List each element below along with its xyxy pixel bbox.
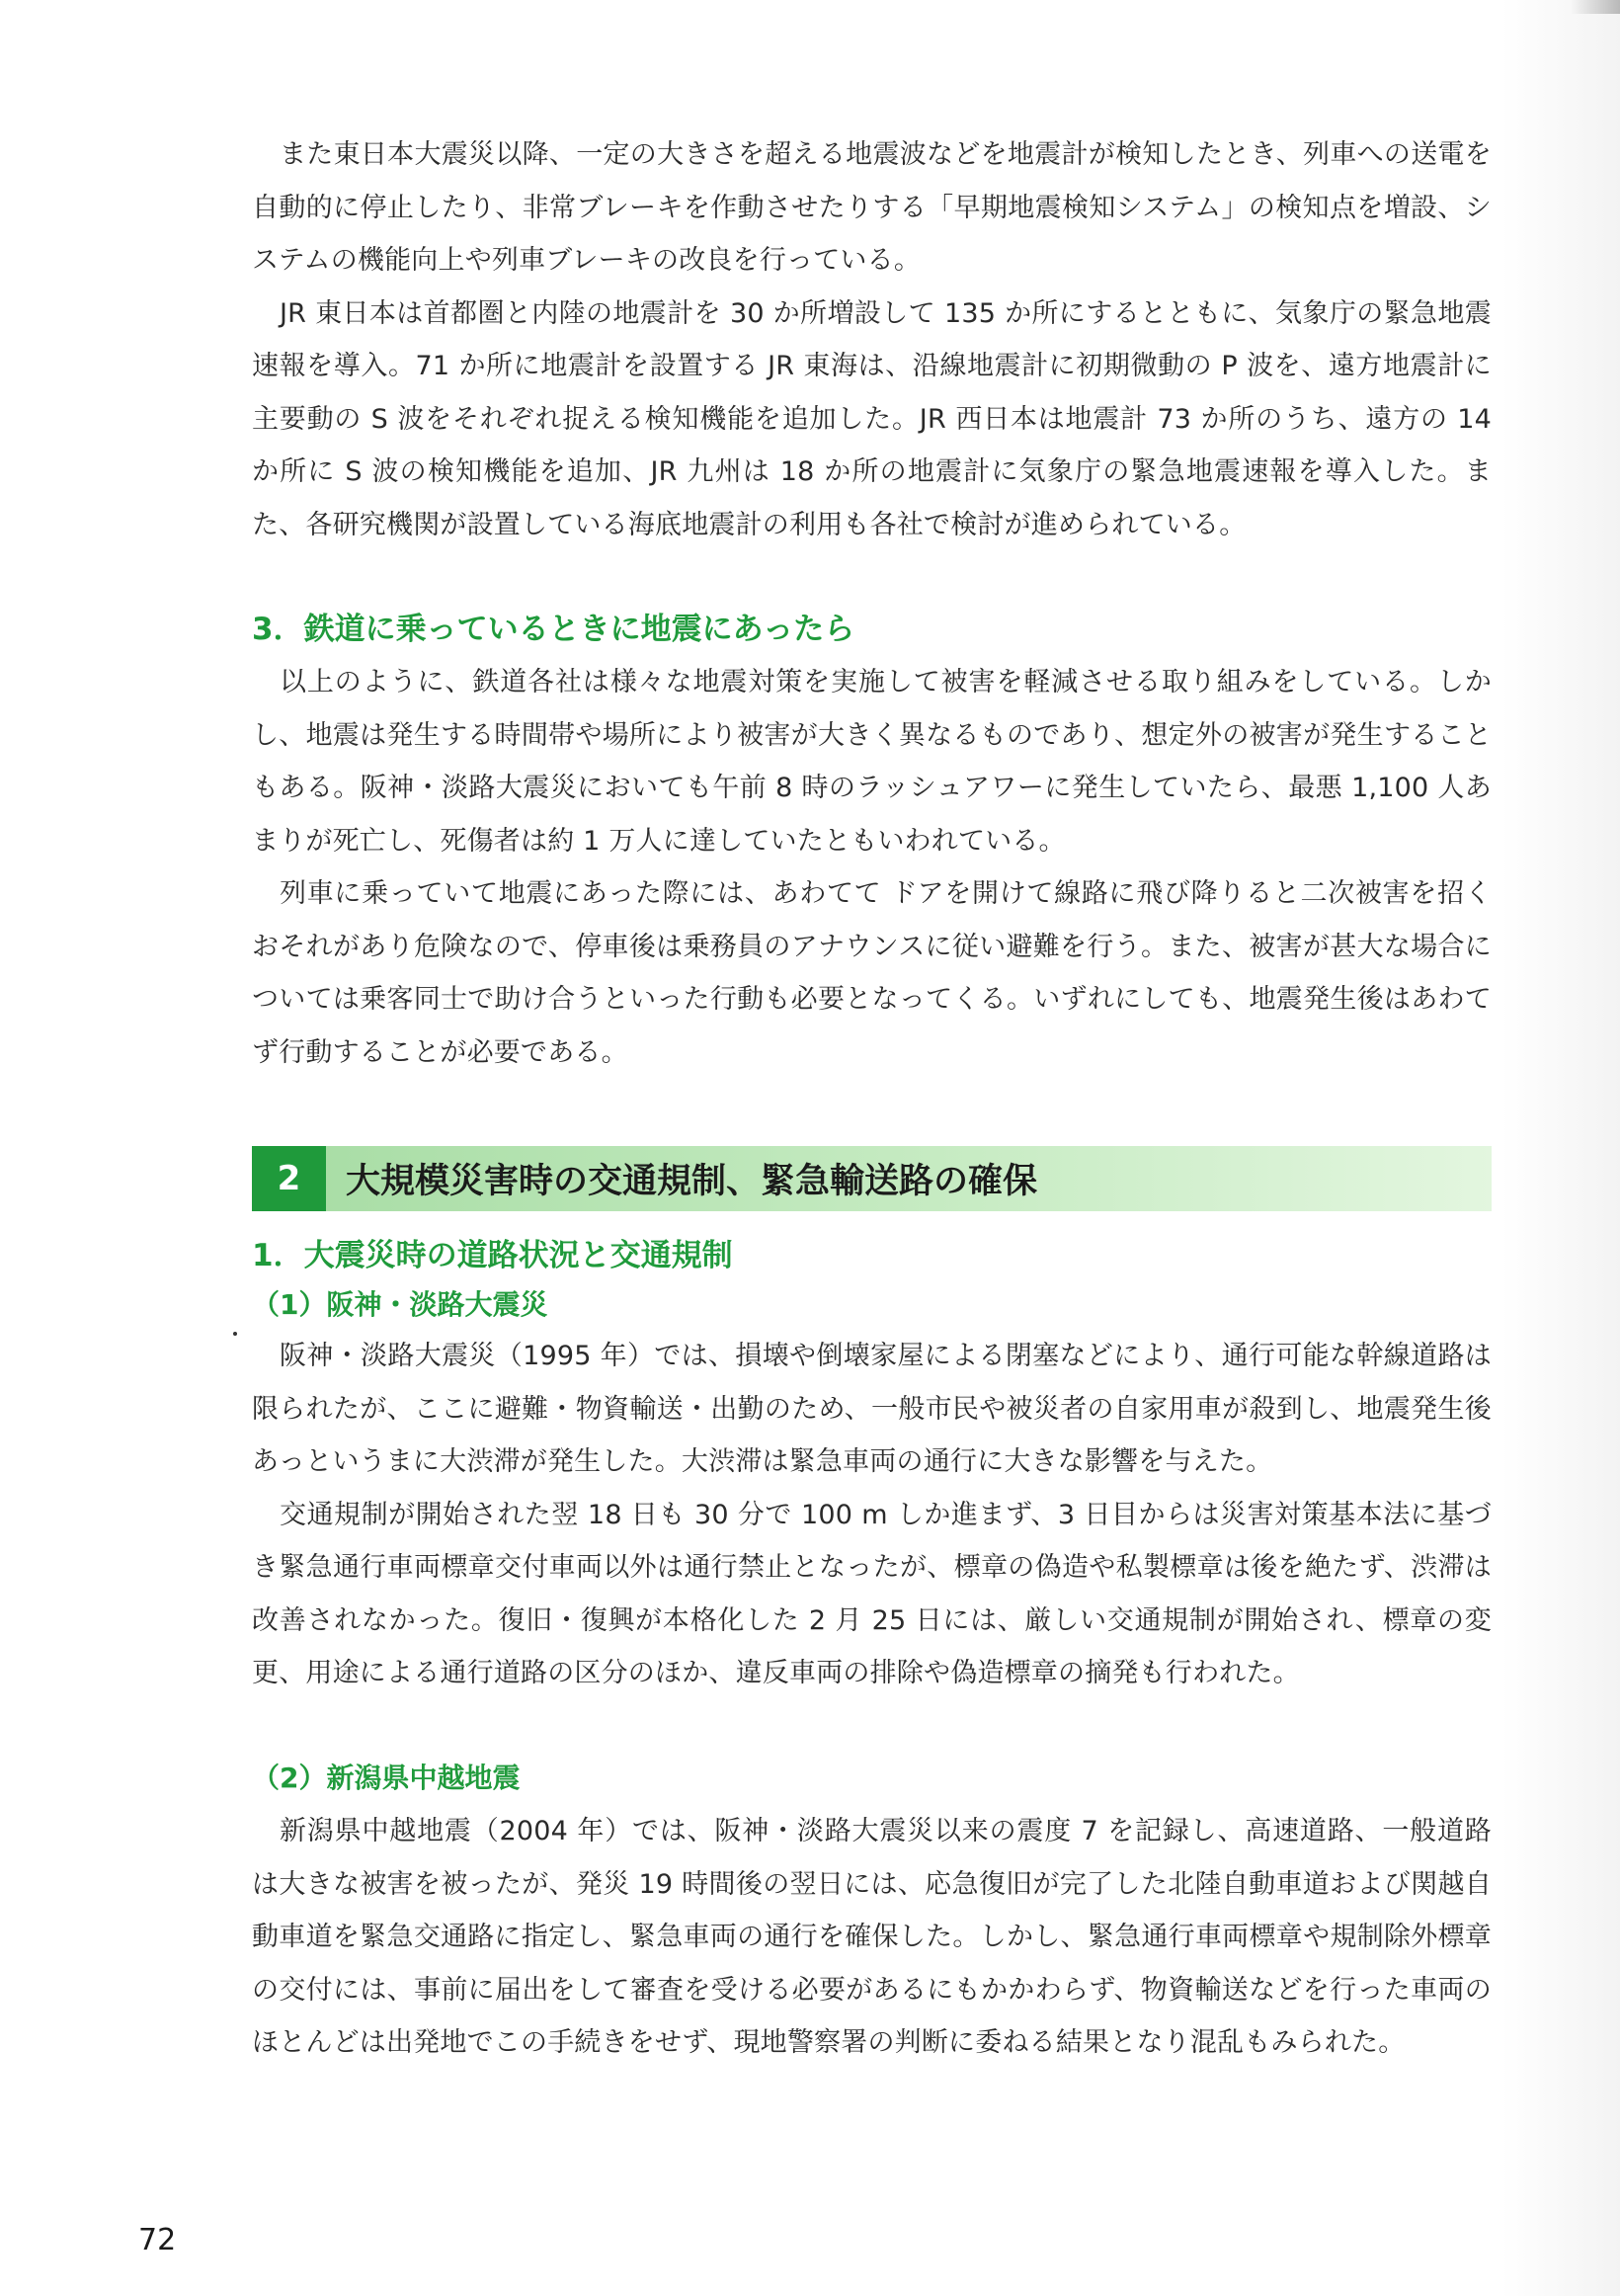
paragraph-jr-companies: JR 東日本は首都圏と内陸の地震計を 30 か所増設して 135 か所にするとともに、気象庁の緊急地震速報を導入。71 か所に地震計を設置する JR 東海は、沿線地震計に初期微動の P 波を、遠方地震計に主要動の S 波をそれぞれ捉える検知機能を追加した。JR 西日本は地震計 73 か所のうち、遠方の 14 か所に S 波の検知機能を追加、JR 九州は 18 か所の地震計に気象庁の緊急地震速報を導入した。また、各研究機関が設置している海底地震計の利用も各社で検討が進められている。 <box>252 297 1492 540</box>
section-3 <box>252 605 1492 1079</box>
chapter-2-band <box>252 1146 1492 1211</box>
niigata-block <box>252 1754 1492 2070</box>
chapter-title: 大規模災害時の交通規制、緊急輸送路の確保 <box>346 1162 1038 1201</box>
chapter-number-badge: 2 <box>252 1146 326 1211</box>
paragraph-niigata: 新潟県中越地震（2004 年）では、阪神・淡路大震災以来の震度 7 を記録し、高速道路、一般道路は大きな被害を被ったが、発災 19 時間後の翌日には、応急復旧が完了した北陸自動車道および関越自動車道を緊急交通路に指定し、緊急車両の通行を確保した。しかし、緊急通行車両標章や規制除外標章の交付には、事前に届出をして審査を受ける必要があるにもかかわらず、物資輸送などを行った車両のほとんどは出発地でこの手続きをせず、現地警察署の判断に委ねる結果となり混乱もみられた。 <box>252 1816 1492 2058</box>
paragraph-hanshin-regulation: 交通規制が開始された翌 18 日も 30 分で 100 m しか進まず、3 日目からは災害対策基本法に基づき緊急通行車両標章交付車両以外は通行禁止となったが、標章の偽造や私製標章は後を絶たず、渋滞は改善されなかった。復旧・復興が本格化した 2 月 25 日には、厳しい交通規制が開始され、標章の変更、用途による通行道路の区分のほか、違反車両の排除や偽造標章の摘発も行われた。 <box>252 1499 1492 1688</box>
detection-system-block <box>252 128 1492 551</box>
paragraph-railway-measures: 以上のように、鉄道各社は様々な地震対策を実施して被害を軽減させる取り組みをしている。しかし、地震は発生する時間帯や場所により被害が大きく異なるものであり、想定外の被害が発生することもある。阪神・淡路大震災においても午前 8 時のラッシュアワーに発生していたら、最悪 1,100 人あまりが死亡し、死傷者は約 1 万人に達していたともいわれている。 <box>252 667 1492 857</box>
hanshin-heading: （1）阪神・淡路大震災 <box>252 1288 548 1321</box>
chapter-2-content <box>252 1231 1492 1700</box>
paragraph-hanshin-traffic: 阪神・淡路大震災（1995 年）では、損壊や倒壊家屋による閉塞などにより、通行可能な幹線道路は限られたが、ここに避難・物資輸送・出勤のため、一般市民や被災者の自家用車が殺到し、地震発生後あっというまに大渋滞が発生した。大渋滞は緊急車両の通行に大きな影響を与えた。 <box>252 1341 1492 1477</box>
paragraph-detection-system: また東日本大震災以降、一定の大きさを超える地震波などを地震計が検知したとき、列車への送電を自動的に停止したり、非常ブレーキを作動させたりする「早期地震検知システム」の検知点を増設、システムの機能向上や列車ブレーキの改良を行っている。 <box>252 139 1492 276</box>
paragraph-on-train-advice: 列車に乗っていて地震にあった際には、あわてて ドアを開けて線路に飛び降りると二次被害を招くおそれがあり危険なので、停車後は乗務員のアナウンスに従い避難を行う。また、被害が甚大な場合については乗客同士で助け合うといった行動も必要となってくる。いずれにしても、地震発生後はあわてず行動することが必要である。 <box>252 878 1492 1068</box>
page-edge-shadow <box>1501 0 1620 2296</box>
subsection-1-heading: 1．大震災時の道路状況と交通規制 <box>252 1238 733 1273</box>
scan-speck <box>233 1332 237 1336</box>
scan-corner-mark <box>1571 0 1620 14</box>
niigata-heading: （2）新潟県中越地震 <box>252 1762 521 1794</box>
page-number: 72 <box>138 2223 177 2257</box>
section-3-heading: 3．鉄道に乗っているときに地震にあったら <box>252 612 855 647</box>
